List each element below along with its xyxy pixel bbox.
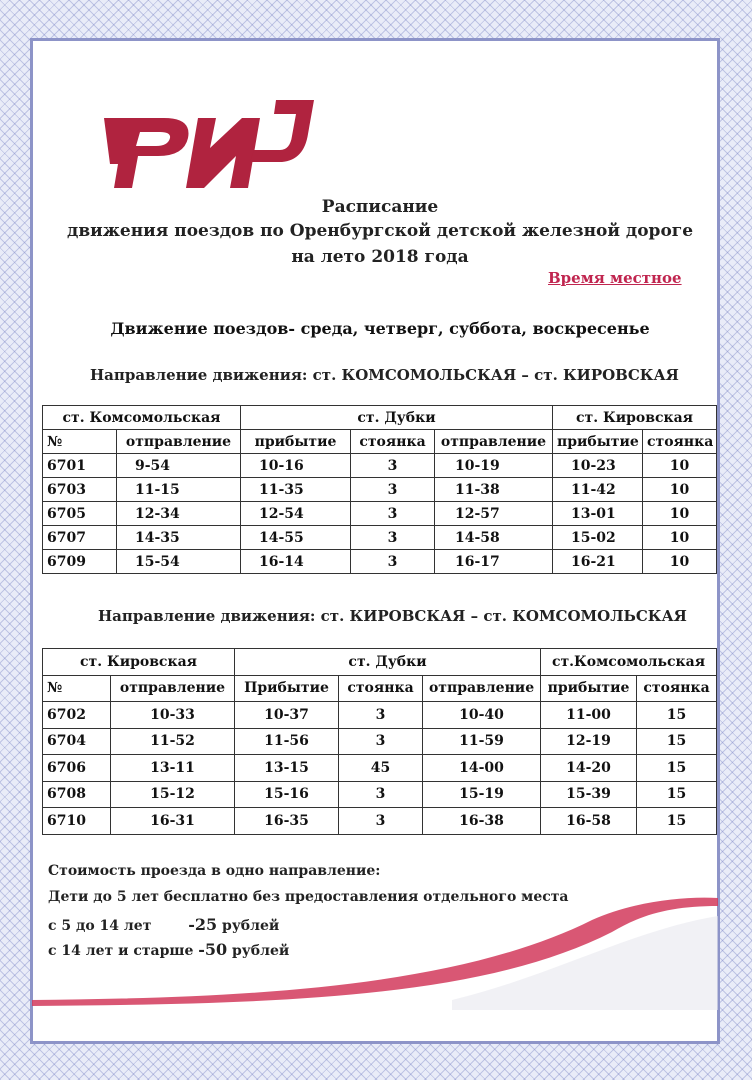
table-row xyxy=(43,478,717,502)
train-number: 6704 xyxy=(43,728,111,755)
station-header: ст. Кировская xyxy=(43,649,235,676)
stop-duration: 45 xyxy=(339,755,423,782)
column-header: прибытие xyxy=(553,430,643,454)
local-time-note: Время местное xyxy=(548,269,682,287)
stop-duration: 3 xyxy=(339,808,423,835)
stop-duration: 3 xyxy=(351,454,435,478)
departure-time: 16-17 xyxy=(435,550,553,574)
departure-time: 12-34 xyxy=(117,502,241,526)
table-station-row xyxy=(43,649,717,676)
stop-duration: 3 xyxy=(351,526,435,550)
schedule-table-1 xyxy=(42,405,717,574)
stop-duration: 15 xyxy=(637,808,717,835)
station-header: ст. Комсомольская xyxy=(43,406,241,430)
column-header: прибытие xyxy=(541,675,637,702)
arrival-time: 15-02 xyxy=(553,526,643,550)
table-station-row xyxy=(43,406,717,430)
train-number: 6707 xyxy=(43,526,117,550)
stop-duration: 3 xyxy=(351,478,435,502)
column-header: № xyxy=(43,675,111,702)
departure-time: 9-54 xyxy=(117,454,241,478)
train-number: 6709 xyxy=(43,550,117,574)
departure-time: 11-59 xyxy=(423,728,541,755)
departure-time: 10-40 xyxy=(423,702,541,729)
stop-duration: 10 xyxy=(643,502,717,526)
schedule-season: на лето 2018 года xyxy=(291,247,469,267)
station-header: ст. Дубки xyxy=(235,649,541,676)
stop-duration: 10 xyxy=(643,550,717,574)
column-header: стоянка xyxy=(637,675,717,702)
rzd-logo xyxy=(100,92,320,192)
table-row xyxy=(43,454,717,478)
station-header: ст. Кировская xyxy=(553,406,717,430)
column-header: отправление xyxy=(117,430,241,454)
direction-2-title: Направление движения: ст. КИРОВСКАЯ – ст. КОМСОМОЛЬСКАЯ xyxy=(98,607,687,625)
stop-duration: 3 xyxy=(351,550,435,574)
column-header: отправление xyxy=(435,430,553,454)
stop-duration: 15 xyxy=(637,781,717,808)
column-header: Прибытие xyxy=(235,675,339,702)
departure-time: 16-31 xyxy=(111,808,235,835)
stop-duration: 10 xyxy=(643,454,717,478)
stop-duration: 3 xyxy=(351,502,435,526)
arrival-time: 16-14 xyxy=(241,550,351,574)
table-row xyxy=(43,781,717,808)
schedule-subheading: движения поездов по Оренбургской детской железной дороге xyxy=(66,221,694,241)
table-row xyxy=(43,702,717,729)
departure-time: 14-58 xyxy=(435,526,553,550)
table-row xyxy=(43,502,717,526)
train-number: 6706 xyxy=(43,755,111,782)
station-header: ст. Дубки xyxy=(241,406,553,430)
table-row xyxy=(43,550,717,574)
train-number: 6701 xyxy=(43,454,117,478)
arrival-time: 10-23 xyxy=(553,454,643,478)
fare-children-free: Дети до 5 лет бесплатно без предоставления отдельного места xyxy=(48,889,569,905)
stop-duration: 3 xyxy=(339,702,423,729)
fare-currency: рублей xyxy=(232,943,290,959)
table-column-row xyxy=(43,675,717,702)
fare-age-label: с 5 до 14 лет xyxy=(48,918,152,934)
direction-1-title: Направление движения: ст. КОМСОМОЛЬСКАЯ – ст. КИРОВСКАЯ xyxy=(90,366,679,384)
column-header: прибытие xyxy=(241,430,351,454)
departure-time: 11-38 xyxy=(435,478,553,502)
arrival-time: 12-54 xyxy=(241,502,351,526)
table-row xyxy=(43,526,717,550)
departure-time: 12-57 xyxy=(435,502,553,526)
arrival-time: 13-01 xyxy=(553,502,643,526)
departure-time: 11-52 xyxy=(111,728,235,755)
column-header: стоянка xyxy=(339,675,423,702)
arrival-time: 16-35 xyxy=(235,808,339,835)
arrival-time: 10-37 xyxy=(235,702,339,729)
arrival-time: 16-21 xyxy=(553,550,643,574)
stop-duration: 10 xyxy=(643,478,717,502)
fare-title: Стоимость проезда в одно направление: xyxy=(48,863,381,879)
arrival-time: 11-00 xyxy=(541,702,637,729)
arrival-time: 15-16 xyxy=(235,781,339,808)
fare-age-14-plus xyxy=(48,940,289,959)
departure-time: 16-38 xyxy=(423,808,541,835)
fare-value: -50 xyxy=(198,940,228,959)
table-column-row xyxy=(43,430,717,454)
stop-duration: 15 xyxy=(637,702,717,729)
departure-time: 14-00 xyxy=(423,755,541,782)
fare-age-5-14 xyxy=(48,915,279,934)
schedule-table-2 xyxy=(42,648,717,835)
column-header: № xyxy=(43,430,117,454)
fare-age-label: с 14 лет и старше xyxy=(48,943,194,959)
arrival-time: 10-16 xyxy=(241,454,351,478)
arrival-time: 14-20 xyxy=(541,755,637,782)
arrival-time: 11-56 xyxy=(235,728,339,755)
fare-currency: рублей xyxy=(222,918,280,934)
arrival-time: 13-15 xyxy=(235,755,339,782)
departure-time: 15-19 xyxy=(423,781,541,808)
column-header: отправление xyxy=(423,675,541,702)
departure-time: 11-15 xyxy=(117,478,241,502)
arrival-time: 11-35 xyxy=(241,478,351,502)
column-header: стоянка xyxy=(643,430,717,454)
departure-time: 13-11 xyxy=(111,755,235,782)
table-row xyxy=(43,808,717,835)
stop-duration: 15 xyxy=(637,755,717,782)
arrival-time: 11-42 xyxy=(553,478,643,502)
departure-time: 14-35 xyxy=(117,526,241,550)
arrival-time: 14-55 xyxy=(241,526,351,550)
train-number: 6705 xyxy=(43,502,117,526)
departure-time: 10-33 xyxy=(111,702,235,729)
arrival-time: 16-58 xyxy=(541,808,637,835)
schedule-heading: Расписание xyxy=(321,197,439,217)
stop-duration: 3 xyxy=(339,781,423,808)
table-row xyxy=(43,728,717,755)
stop-duration: 3 xyxy=(339,728,423,755)
operating-days: Движение поездов- среда, четверг, суббота, воскресенье xyxy=(110,319,650,338)
departure-time: 15-54 xyxy=(117,550,241,574)
train-number: 6703 xyxy=(43,478,117,502)
stop-duration: 10 xyxy=(643,526,717,550)
column-header: отправление xyxy=(111,675,235,702)
departure-time: 10-19 xyxy=(435,454,553,478)
departure-time: 15-12 xyxy=(111,781,235,808)
station-header: ст.Комсомольская xyxy=(541,649,717,676)
stop-duration: 15 xyxy=(637,728,717,755)
train-number: 6702 xyxy=(43,702,111,729)
fare-value: -25 xyxy=(188,915,218,934)
train-number: 6710 xyxy=(43,808,111,835)
column-header: стоянка xyxy=(351,430,435,454)
train-number: 6708 xyxy=(43,781,111,808)
table-row xyxy=(43,755,717,782)
arrival-time: 12-19 xyxy=(541,728,637,755)
arrival-time: 15-39 xyxy=(541,781,637,808)
